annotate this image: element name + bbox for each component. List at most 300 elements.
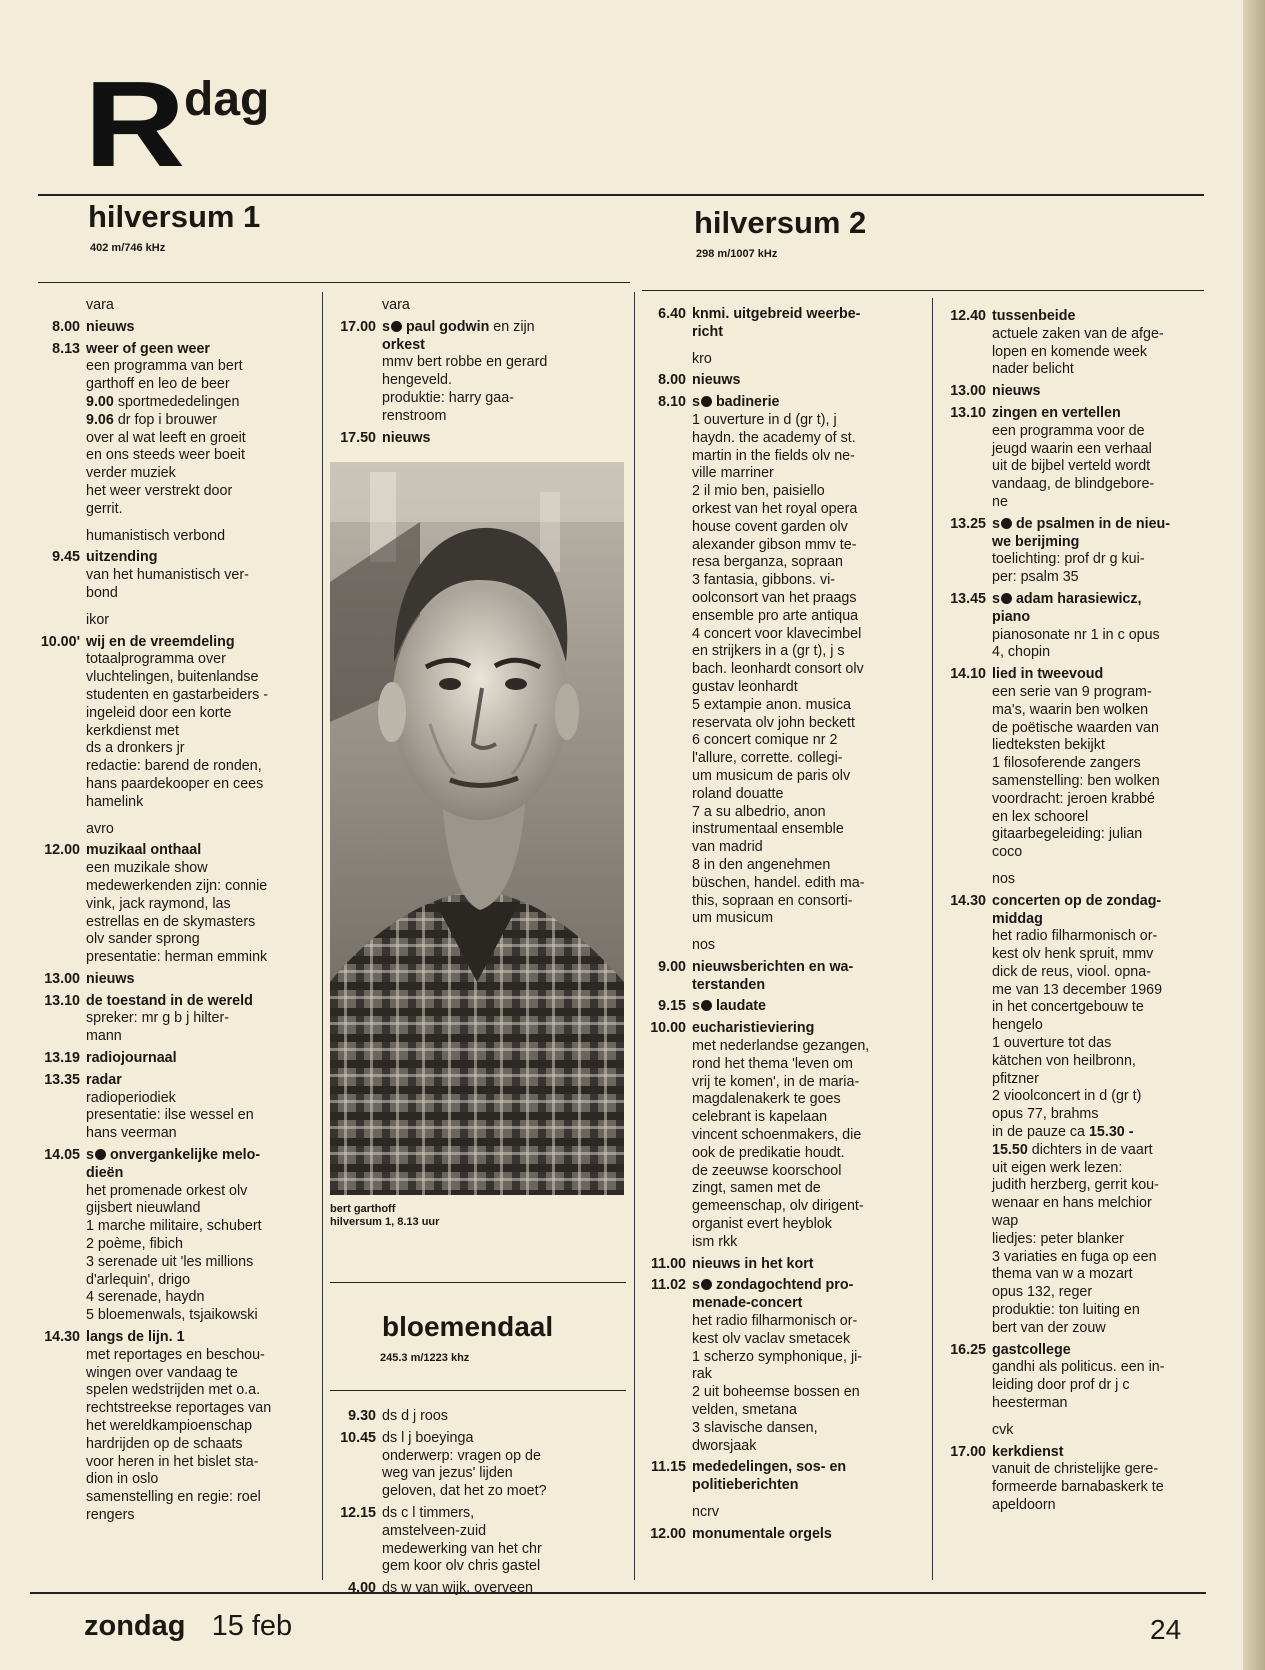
- logo-letter: R: [84, 56, 181, 192]
- program-entry: [640, 1459, 922, 1495]
- program-entry: [940, 516, 1210, 587]
- footer-day: zondag: [84, 1610, 186, 1642]
- program-time: 17.00: [950, 1443, 986, 1460]
- program-detail: coco: [992, 844, 1023, 861]
- stereo-dot-icon: [391, 321, 402, 332]
- program-detail: 1 ouverture in d (gr t), j: [692, 411, 837, 428]
- program-title: knmi. uitgebreid weerbe-: [692, 306, 861, 322]
- sub-program-prefix: in de pauze ca: [992, 1124, 1089, 1141]
- program-detail: 6 concert comique nr 2: [692, 732, 838, 749]
- page-number: 24: [1150, 1614, 1182, 1645]
- program-entry: [330, 430, 628, 448]
- program-entry: [640, 1526, 922, 1544]
- column-divider-1: [322, 292, 323, 1580]
- program-detail: ds c l timmers,: [382, 1504, 475, 1521]
- program-detail: 7 a su albedrio, anon: [692, 803, 826, 820]
- program-detail: ds d j roos: [382, 1408, 448, 1424]
- program-detail: geloven, dat het zo moet?: [382, 1483, 547, 1500]
- program-detail: instrumentaal ensemble: [692, 821, 844, 838]
- program-detail: 1 filosoferende zangers: [992, 755, 1141, 772]
- program-detail: vluchtelingen, buitenlandse: [86, 669, 259, 686]
- program-detail: hans veerman: [86, 1125, 177, 1142]
- portrait-illustration: [330, 462, 624, 1195]
- program-time: 9.30: [348, 1408, 376, 1424]
- program-time: 12.00: [650, 1525, 686, 1542]
- rule-bloemendaal-top: [330, 1282, 626, 1283]
- program-title: kerkdienst: [992, 1443, 1064, 1460]
- program-detail: house covent garden olv: [692, 518, 848, 535]
- program-entry: [940, 1342, 1210, 1413]
- program-title-line: [992, 911, 1210, 929]
- top-rule: [38, 194, 1204, 196]
- program-detail: kest olv henk spruit, mmv: [992, 946, 1154, 963]
- portrait-photo-bert-garthoff: [330, 462, 624, 1195]
- program-title-rest: en zijn: [489, 318, 535, 335]
- program-time: 12.15: [340, 1504, 376, 1521]
- program-title-line: [992, 591, 1210, 609]
- program-title-line: [992, 516, 1210, 534]
- sub-program: [992, 1124, 1210, 1142]
- broadcaster-label: vara: [86, 297, 114, 313]
- caption-name: bert garthoff: [330, 1203, 396, 1215]
- program-detail: martin in the fields olv ne-: [692, 447, 855, 464]
- program-detail: 3 fantasia, gibbons. vi-: [692, 572, 836, 589]
- stereo-icon: s: [86, 1147, 94, 1164]
- program-title-line: [992, 534, 1210, 552]
- program-detail: olv sander sprong: [86, 931, 200, 948]
- program-detail: met reportages en beschou-: [86, 1346, 265, 1363]
- broadcaster-label: avro: [86, 820, 114, 837]
- program-detail: bert van der zouw: [992, 1319, 1106, 1336]
- program-detail: opus 77, brahms: [992, 1106, 1099, 1123]
- program-detail: velden, smetana: [692, 1402, 797, 1419]
- program-detail: voordracht: jeroen krabbé: [992, 790, 1155, 807]
- program-detail: this, sopraan en consorti-: [692, 892, 853, 909]
- program-detail: heesterman: [992, 1395, 1068, 1412]
- sub-program: [992, 1142, 1210, 1160]
- program-title-line: [382, 319, 628, 337]
- program-entry: [34, 634, 316, 812]
- program-title: radiojournaal: [86, 1050, 177, 1067]
- program-detail: opus 132, reger: [992, 1284, 1093, 1301]
- program-title-line: [382, 430, 628, 448]
- program-title-line: [992, 405, 1210, 423]
- program-time: 16.25: [950, 1341, 986, 1358]
- program-detail: mmv bert robbe en gerard: [382, 354, 548, 371]
- stereo-icon: s: [992, 515, 1000, 532]
- logo-suffix: dag: [184, 73, 270, 126]
- program-detail: presentatie: ilse wessel en: [86, 1107, 254, 1124]
- program-detail: 8 in den angenehmen: [692, 856, 831, 873]
- program-title-cont: we berijming: [992, 533, 1080, 550]
- program-detail: 2 uit boheemse bossen en: [692, 1384, 860, 1401]
- column-hilversum-2-b: [940, 304, 1210, 1515]
- rule-bloemendaal: [330, 1390, 626, 1391]
- sub-program-time: 9.06: [86, 411, 114, 428]
- program-time: 17.50: [340, 429, 376, 446]
- program-entry: [34, 842, 316, 967]
- program-detail: resa berganza, sopraan: [692, 554, 844, 571]
- program-title-line: [692, 306, 922, 324]
- program-detail: vanuit de christelijke gere-: [992, 1461, 1159, 1478]
- program-detail: gemeenschap, olv dirigent-: [692, 1198, 864, 1215]
- program-detail: actuele zaken van de afge-: [992, 325, 1164, 342]
- program-detail: medewerkenden zijn: connie: [86, 877, 268, 894]
- program-entry: [34, 971, 316, 989]
- sub-program-time: 15.50: [992, 1141, 1028, 1158]
- sub-program-title: dichters in de vaart: [1031, 1141, 1153, 1158]
- program-entry: [640, 306, 922, 342]
- program-detail: samenstelling en regie: roel: [86, 1489, 261, 1506]
- page-spine-shadow: [1243, 0, 1265, 1670]
- program-title: laudate: [715, 998, 766, 1015]
- program-title-line: [86, 993, 316, 1011]
- program-detail: vrij te komen', in de maria-: [692, 1073, 860, 1090]
- program-detail: alexander gibson mmv te-: [692, 536, 857, 553]
- program-detail: ne: [992, 493, 1008, 510]
- program-time: 12.00: [44, 842, 80, 859]
- program-detail: mann: [86, 1028, 122, 1045]
- program-title: eucharistieviering: [692, 1020, 815, 1037]
- program-detail: dworsjaak: [692, 1437, 757, 1454]
- program-title-line: [692, 1295, 922, 1313]
- program-detail: hans paardekooper en cees: [86, 775, 264, 792]
- program-entry: [940, 1444, 1210, 1515]
- program-title-cont: menade-concert: [692, 1295, 803, 1312]
- program-entry: [34, 1329, 316, 1525]
- program-entry: [640, 1020, 922, 1251]
- freq-hilversum-2: 298 m/1007 kHz: [696, 248, 778, 260]
- station-bloemendaal: bloemendaal: [382, 1311, 554, 1342]
- program-title: muzikaal onthaal: [86, 842, 202, 859]
- program-detail: leiding door prof dr j c: [992, 1377, 1130, 1394]
- program-detail: roland douatte: [692, 785, 784, 802]
- broadcaster-label: nos: [692, 937, 716, 954]
- program-title-line: [692, 998, 922, 1016]
- program-title-line: [692, 1477, 922, 1495]
- program-title: zingen en vertellen: [992, 404, 1121, 421]
- program-detail: celebrant is kapelaan: [692, 1109, 828, 1126]
- program-detail: apeldoorn: [992, 1497, 1056, 1513]
- program-title: gastcollege: [992, 1341, 1071, 1358]
- program-time: 11.15: [651, 1459, 686, 1476]
- broadcaster-label: ikor: [86, 611, 110, 628]
- program-detail: verder muziek: [86, 465, 176, 482]
- program-detail: rond het thema 'leven om: [692, 1055, 853, 1072]
- program-detail: gerrit.: [86, 500, 123, 517]
- program-detail: ism rkk: [692, 1233, 738, 1250]
- program-title-cont: middag: [992, 910, 1043, 927]
- program-detail: büschen, handel. edith ma-: [692, 874, 865, 891]
- program-entry: [940, 405, 1210, 512]
- program-time: 10.45: [340, 1429, 376, 1446]
- program-detail: estrellas en de skymasters: [86, 913, 256, 930]
- program-entry: [330, 1505, 628, 1576]
- program-detail: amstelveen-zuid: [382, 1522, 487, 1539]
- program-detail: thema van w a mozart: [992, 1266, 1133, 1283]
- program-detail: kerkdienst met: [86, 722, 179, 739]
- program-detail: organist evert heyblok: [692, 1216, 832, 1233]
- show-through-ghost: [690, 70, 990, 180]
- bottom-rule: [30, 1592, 1206, 1594]
- program-detail: haydn. the academy of st.: [692, 429, 856, 446]
- program-time: 13.10: [44, 992, 80, 1009]
- program-entry: [34, 1072, 316, 1143]
- program-detail: bach. leonhardt consort olv: [692, 661, 864, 678]
- program-detail: spreker: mr g b j hilter-: [86, 1010, 230, 1027]
- column-divider-2: [634, 292, 635, 1580]
- program-detail: zingt, samen met de: [692, 1180, 821, 1197]
- program-detail: liedteksten bekijkt: [992, 737, 1105, 754]
- program-entry: [330, 1430, 628, 1501]
- program-detail: het radio filharmonisch or-: [992, 928, 1158, 945]
- program-title-line: [692, 372, 922, 390]
- program-title: uitzending: [86, 549, 158, 566]
- program-detail: ville marriner: [692, 465, 774, 482]
- program-time: 13.00: [950, 383, 986, 400]
- program-detail: en strijkers in a (gr t), j s: [692, 643, 845, 660]
- program-detail: nader belicht: [992, 361, 1074, 378]
- program-detail: radioperiodiek: [86, 1089, 176, 1106]
- program-time: 11.00: [651, 1255, 686, 1272]
- sub-program: [86, 412, 316, 430]
- program-title: nieuws: [86, 318, 135, 335]
- program-detail: totaalprogramma over: [86, 651, 226, 668]
- program-title-cont: orkest: [382, 336, 425, 353]
- program-detail: 5 extampie anon. musica: [692, 696, 851, 713]
- program-detail: gandhi als politicus. een in-: [992, 1359, 1165, 1376]
- freq-bloemendaal: 245.3 m/1223 khz: [380, 1352, 470, 1364]
- program-detail: ds a dronkers jr: [86, 740, 185, 757]
- program-detail: uit de bijbel verteld wordt: [992, 458, 1151, 475]
- program-title: onvergankelijke melo-: [109, 1147, 261, 1164]
- program-title: wij en de vreemdeling: [86, 633, 235, 650]
- program-detail: rengers: [86, 1507, 135, 1523]
- program-title-line: [86, 1147, 316, 1165]
- program-detail: 5 bloemenwals, tsjaikowski: [86, 1307, 258, 1324]
- program-title: weer of geen weer: [86, 340, 210, 357]
- program-entry: [34, 319, 316, 337]
- program-detail: wingen over vandaag te: [86, 1364, 238, 1381]
- program-detail: vandaag, de blindgebore-: [992, 476, 1155, 493]
- program-detail: ma's, waarin ben wolken: [992, 701, 1149, 718]
- program-detail: l'allure, corrette. collegi-: [692, 750, 843, 767]
- program-entry: [640, 1256, 922, 1274]
- program-time: 14.30: [44, 1329, 80, 1346]
- program-detail: bond: [86, 584, 118, 601]
- program-title: lied in tweevoud: [992, 666, 1104, 683]
- program-time: 9.00: [658, 958, 686, 975]
- program-detail: vink, jack raymond, las: [86, 895, 231, 912]
- program-title-cont: terstanden: [692, 976, 766, 993]
- program-entry: [640, 372, 922, 390]
- stereo-icon: s: [382, 318, 390, 335]
- program-title-line: [86, 842, 316, 860]
- program-detail: onderwerp: vragen op de: [382, 1447, 541, 1464]
- program-detail: een programma voor de: [992, 422, 1145, 439]
- program-detail: jeugd waarin een verhaal: [992, 440, 1152, 457]
- program-title-cont: richt: [692, 323, 723, 340]
- program-time: 4.00: [348, 1580, 376, 1597]
- sub-program-time: 9.00: [86, 393, 114, 410]
- program-detail: vincent schoenmakers, die: [692, 1127, 862, 1144]
- program-title-line: [992, 383, 1210, 401]
- program-title-line: [692, 1526, 922, 1544]
- program-entry: [940, 308, 1210, 379]
- program-entry: [940, 666, 1210, 862]
- program-detail: pianosonate nr 1 in c opus: [992, 626, 1160, 643]
- program-detail: dick de reus, viool. opna-: [992, 963, 1151, 980]
- program-title-cont: piano: [992, 608, 1031, 625]
- program-detail: garthoff en leo de beer: [86, 376, 230, 393]
- program-time: 12.40: [950, 308, 986, 324]
- program-detail: weg van jezus' lijden: [382, 1465, 513, 1482]
- photo-caption: [330, 1203, 439, 1229]
- program-detail: hengelo: [992, 1017, 1043, 1034]
- program-detail: 3 slavische dansen,: [692, 1419, 818, 1436]
- program-title-line: [86, 1165, 316, 1183]
- program-time: 14.10: [950, 666, 986, 683]
- broadcaster-label: kro: [692, 350, 712, 367]
- program-detail: voor heren in het bislet sta-: [86, 1453, 259, 1470]
- program-title: zondagochtend pro-: [715, 1277, 854, 1294]
- program-title-line: [992, 666, 1210, 684]
- broadcaster-label: humanistisch verbond: [86, 527, 226, 544]
- program-title: adam harasiewicz,: [1015, 590, 1142, 607]
- program-title: tussenbeide: [992, 308, 1076, 324]
- program-detail: het radio filharmonisch or-: [692, 1313, 858, 1330]
- program-title-line: [692, 394, 922, 412]
- rule-hilversum-1: [38, 282, 630, 283]
- program-entry: [940, 893, 1210, 1338]
- program-detail: 4, chopin: [992, 644, 1051, 661]
- program-time: 8.10: [658, 394, 686, 411]
- program-time: 13.25: [950, 515, 986, 532]
- program-time: 17.00: [340, 318, 376, 335]
- stereo-dot-icon: [701, 1000, 712, 1011]
- program-title: mededelingen, sos- en: [692, 1459, 847, 1476]
- program-title-line: [692, 1277, 922, 1295]
- program-title: nieuws: [692, 372, 741, 389]
- program-entry: [330, 319, 628, 426]
- program-title: nieuws: [86, 970, 135, 987]
- stereo-dot-icon: [1001, 518, 1012, 529]
- program-detail: produktie: harry gaa-: [382, 389, 514, 406]
- broadcaster-label: nos: [992, 870, 1016, 887]
- program-title-line: [692, 1256, 922, 1274]
- program-time: 10.00: [650, 1020, 686, 1037]
- sub-program-title: sportmededelingen: [117, 393, 240, 410]
- program-title: nieuwsberichten en wa-: [692, 958, 854, 975]
- program-detail: wap: [992, 1213, 1019, 1230]
- program-time: 14.05: [44, 1147, 80, 1164]
- program-time: 8.00: [52, 318, 80, 335]
- column-divider-3: [932, 298, 933, 1580]
- program-detail: ook de predikatie houdt.: [692, 1144, 845, 1161]
- program-title: paul godwin: [405, 318, 490, 335]
- program-entry: [34, 1050, 316, 1068]
- caption-station: hilversum 1, 8.13 uur: [330, 1216, 440, 1228]
- program-title-line: [992, 308, 1210, 326]
- program-detail: het weer verstrekt door: [86, 482, 233, 499]
- program-detail: um musicum de paris olv: [692, 767, 851, 784]
- program-detail: en lex schoorel: [992, 808, 1089, 825]
- program-detail: gijsbert nieuwland: [86, 1200, 201, 1217]
- program-detail: van het humanistisch ver-: [86, 567, 249, 584]
- program-time: 8.00: [658, 372, 686, 389]
- program-title-cont: dieën: [86, 1164, 124, 1181]
- program-title-line: [86, 1050, 316, 1068]
- program-time: 13.10: [950, 404, 986, 421]
- broadcaster-label: ncrv: [692, 1504, 720, 1520]
- program-detail: ds w van wijk, overveen: [382, 1580, 533, 1597]
- program-detail: produktie: ton luiting en: [992, 1302, 1140, 1319]
- program-title: monumentale orgels: [692, 1525, 832, 1542]
- program-title-line: [86, 971, 316, 989]
- program-detail: met nederlandse gezangen,: [692, 1038, 870, 1055]
- program-entry: [640, 1277, 922, 1455]
- program-title-line: [86, 319, 316, 337]
- program-detail: formeerde barnabaskerk te: [992, 1479, 1164, 1496]
- program-detail: ds l j boeyinga: [382, 1429, 474, 1446]
- rdag-logo: [84, 56, 270, 192]
- program-time: 8.13: [52, 340, 80, 357]
- program-time: 13.45: [950, 590, 986, 607]
- program-detail: hengeveld.: [382, 372, 452, 389]
- station-hilversum-2: hilversum 2: [694, 205, 867, 240]
- program-detail: een muzikale show: [86, 860, 208, 877]
- program-detail: samenstelling: ben wolken: [992, 772, 1160, 789]
- stereo-dot-icon: [95, 1149, 106, 1160]
- program-title-line: [992, 609, 1210, 627]
- sub-program-title: dr fop i brouwer: [117, 411, 218, 428]
- column-hilversum-1-a: [34, 297, 316, 1525]
- program-entry: [330, 1408, 628, 1426]
- program-detail: de zeeuwse koorschool: [692, 1162, 842, 1179]
- program-detail: een programma van bert: [86, 358, 243, 375]
- stereo-icon: s: [992, 590, 1000, 607]
- program-title: de psalmen in de nieu-: [1015, 515, 1171, 532]
- stereo-dot-icon: [701, 1279, 712, 1290]
- program-detail: het wereldkampioenschap: [86, 1418, 253, 1435]
- program-title-line: [86, 634, 316, 652]
- stereo-icon: s: [692, 998, 700, 1015]
- program-detail: oolconsort van het praags: [692, 589, 857, 606]
- program-title-line: [692, 1020, 922, 1038]
- stereo-icon: s: [692, 1277, 700, 1294]
- program-detail: een serie van 9 program-: [992, 683, 1152, 700]
- program-detail: studenten en gastarbeiders -: [86, 686, 269, 703]
- program-entry: [940, 383, 1210, 401]
- program-detail: 3 variaties en fuga op een: [992, 1248, 1157, 1265]
- program-detail: liedjes: peter blanker: [992, 1230, 1124, 1247]
- sub-program: [86, 394, 316, 412]
- sub-program-time: 15.30 -: [1088, 1124, 1134, 1141]
- footer-date-text: 15 feb: [211, 1610, 293, 1642]
- program-detail: me van 13 december 1969: [992, 981, 1163, 998]
- program-title-line: [86, 1329, 316, 1347]
- program-time: 14.30: [950, 892, 986, 909]
- program-title: badinerie: [715, 394, 780, 411]
- program-detail: en ons steeds weer boeit: [86, 447, 245, 464]
- program-detail: um musicum: [692, 910, 774, 927]
- program-detail: renstroom: [382, 407, 447, 424]
- program-detail: rak: [692, 1366, 712, 1383]
- program-detail: 1 marche militaire, schubert: [86, 1218, 262, 1235]
- program-time: 13.00: [44, 970, 80, 987]
- program-detail: wenaar en hans melchior: [992, 1195, 1152, 1212]
- program-entry: [34, 1147, 316, 1325]
